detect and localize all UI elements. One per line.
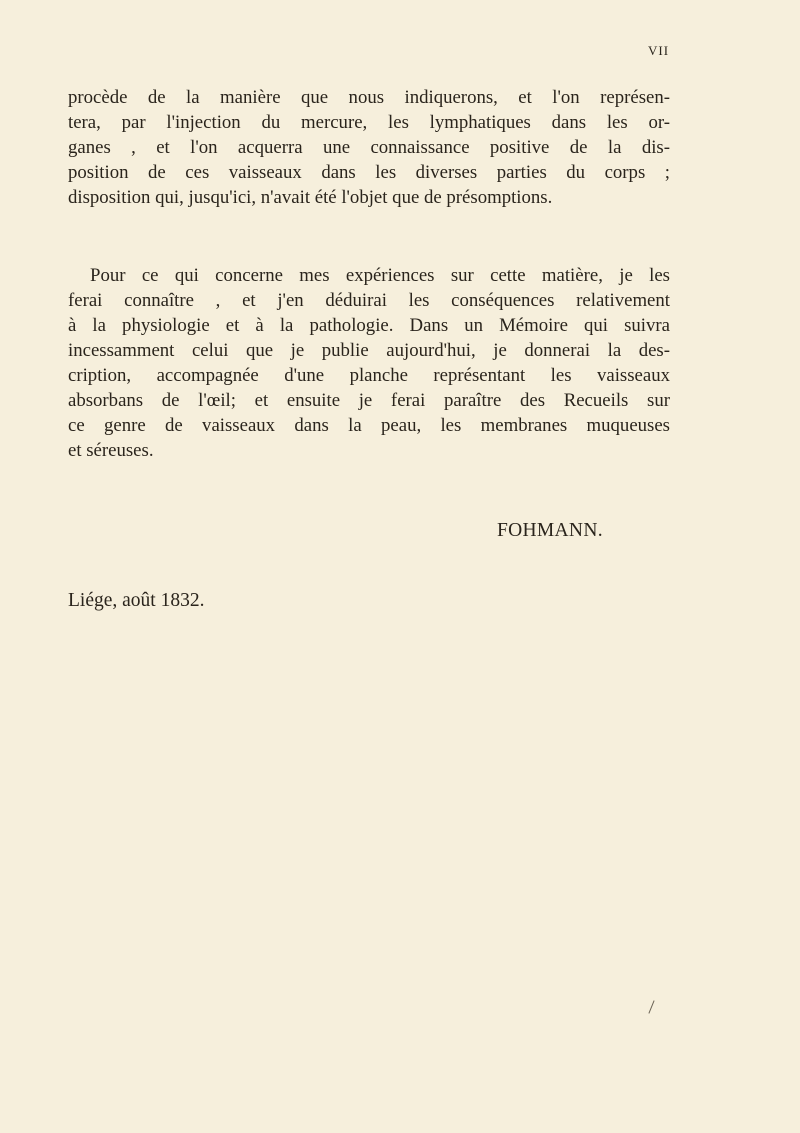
place-and-date: Liége, août 1832. — [68, 590, 205, 611]
paragraph-1 — [68, 85, 670, 210]
paragraph-1-line-4: position de ces vaisseaux dans les diverses parties du corps ; — [68, 162, 670, 183]
paragraph-2-line-7: ce genre de vaisseaux dans la peau, les membranes muqueuses — [68, 415, 670, 436]
paragraph-1-line-2: tera, par l'injection du mercure, les lymphatiques dans les or- — [68, 112, 670, 133]
paragraph-2-line-4: incessamment celui que je publie aujourd'hui, je donnerai la des- — [68, 340, 670, 361]
paragraph-1-line-3: ganes , et l'on acquerra une connaissance positive de la dis- — [68, 137, 670, 158]
paragraph-2-line-2: ferai connaître , et j'en déduirai les conséquences relativement — [68, 290, 670, 311]
paragraph-1-line-1: procède de la manière que nous indiquerons, et l'on représen- — [68, 87, 670, 108]
author-signature: FOHMANN. — [497, 520, 603, 541]
paragraph-2-line-6: absorbans de l'œil; et ensuite je ferai paraître des Recueils sur — [68, 390, 670, 411]
paragraph-2-line-1: Pour ce qui concerne mes expériences sur cette matière, je les — [90, 265, 670, 286]
page-number: VII — [648, 43, 670, 58]
paragraph-2 — [68, 263, 670, 463]
paragraph-2-line-3: à la physiologie et à la pathologie. Dans un Mémoire qui suivra — [68, 315, 670, 336]
stray-ink-mark — [648, 1000, 654, 1013]
paragraph-2-line-5: cription, accompagnée d'une planche représentant les vaisseaux — [68, 365, 670, 386]
paragraph-2-line-8: et séreuses. — [68, 440, 154, 461]
paragraph-1-line-5: disposition qui, jusqu'ici, n'avait été l'objet que de présomptions. — [68, 187, 553, 208]
